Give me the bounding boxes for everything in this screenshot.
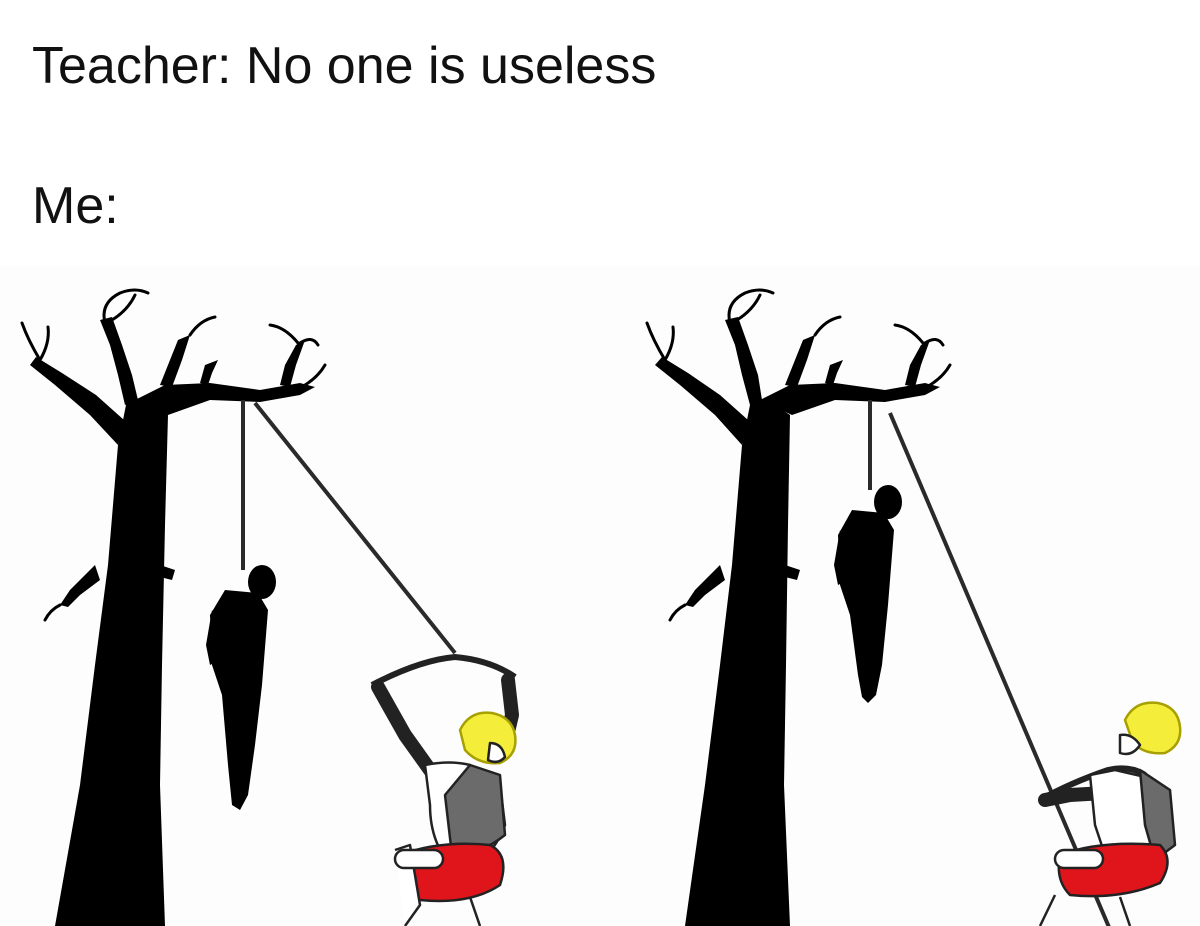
pulldown-bar (372, 657, 515, 685)
seat-pad (395, 850, 443, 868)
lifter-figure (372, 657, 515, 926)
pulldown-cable (255, 403, 455, 653)
caption-setup-text: Teacher: No one is useless (32, 37, 657, 95)
hanging-figure-silhouette (206, 565, 276, 810)
tree-silhouette (30, 317, 315, 926)
illustration-panel-left (0, 265, 600, 926)
tree-silhouette (655, 317, 940, 926)
illustration-panel-right (600, 265, 1200, 926)
hanging-figure-silhouette (834, 485, 902, 703)
caption-punchline-text: Me: (32, 177, 119, 235)
lat-pulldown-illustration-pulled (600, 265, 1200, 926)
seat-pad (1055, 850, 1103, 868)
lat-pulldown-illustration-extended (0, 265, 600, 926)
